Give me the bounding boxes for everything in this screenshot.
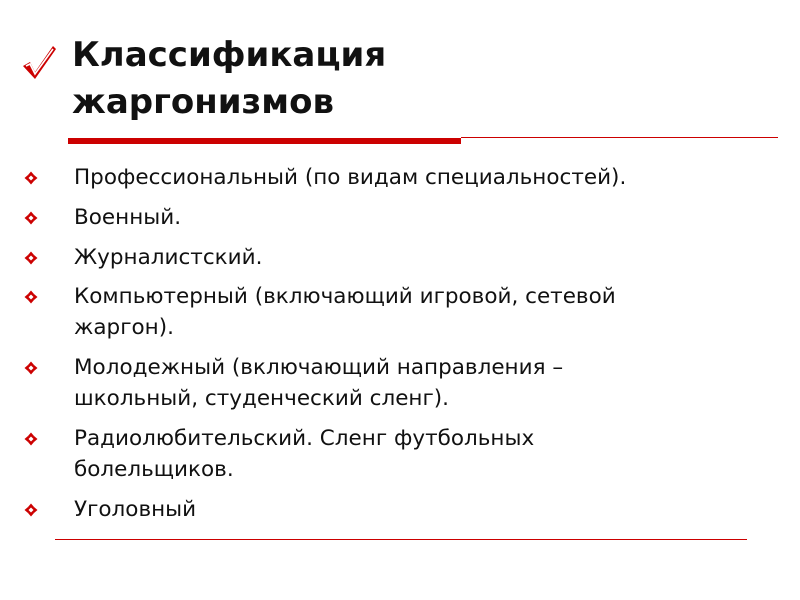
bullet-text-line: Компьютерный (включающий игровой, сетевой [74,284,616,310]
bullet-item [24,162,774,193]
checkmark-icon [20,42,58,82]
bullet-text-line: школьный, студенческий сленг). [74,386,450,412]
diamond-bullet-icon [24,211,38,225]
bullet-text-line: Молодежный (включающий направления – [74,355,564,381]
bullet-item [24,281,774,343]
diamond-bullet-icon [24,503,38,517]
footer-divider [55,539,747,540]
bullet-item [24,423,774,485]
diamond-bullet-icon [24,290,38,304]
diamond-bullet-icon [24,171,38,185]
diamond-bullet-icon [24,361,38,375]
bullet-text-line: Радиолюбительский. Сленг футбольных [74,425,535,451]
diamond-bullet-icon [24,251,38,265]
bullet-item [24,352,774,414]
slide-title [72,32,386,126]
bullet-text-line: Профессиональный (по видам специальностей). [74,165,627,190]
bullet-list [24,162,774,534]
bullet-item [24,242,774,273]
bullet-text-line: болельщиков. [74,456,234,482]
bullet-item [24,202,774,233]
bullet-text-line: Военный. [74,204,182,230]
bullet-text-line: жаргон). [74,315,174,341]
slide-title-line-2: жаргонизмов [72,82,334,122]
slide-title-line-1: Классификация [72,35,387,75]
title-divider-thin [461,137,778,138]
diamond-bullet-icon [24,432,38,446]
bullet-text-line: Журналистский. [74,244,263,270]
title-divider-thick [68,138,461,144]
bullet-item [24,494,774,525]
bullet-text-line: Уголовный [74,496,197,522]
